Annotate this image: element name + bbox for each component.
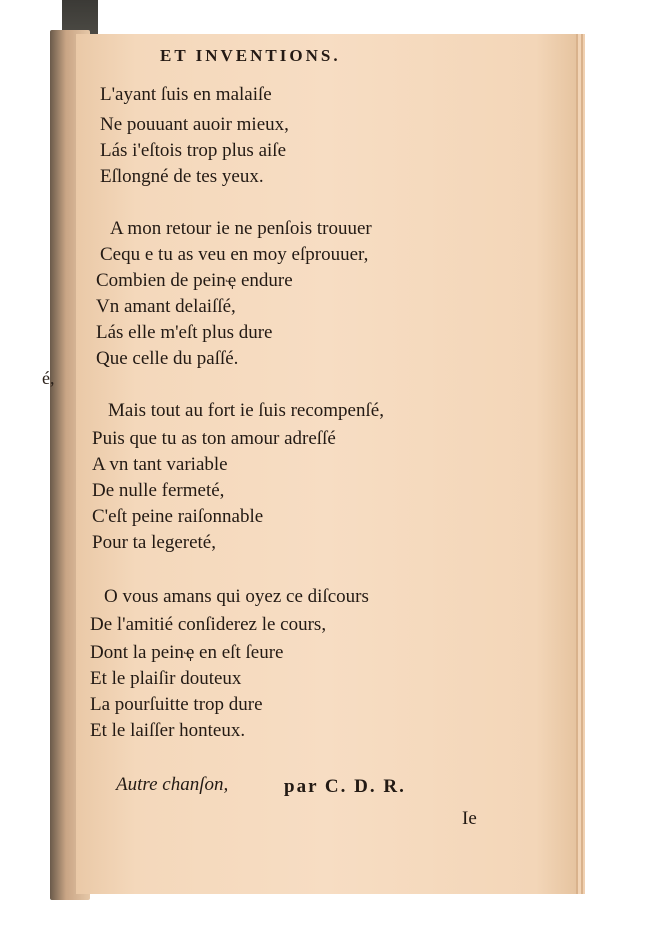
page-stack-edge xyxy=(576,38,584,890)
verse-line: La pourſuitte trop dure xyxy=(90,694,263,715)
verse-line: Et le laiſſer honteux. xyxy=(90,720,246,741)
verse-line: Cequ e tu as veu en moy eſprouuer, xyxy=(100,244,369,265)
next-song-title: Autre chanſon, xyxy=(116,774,229,795)
verse-line: Mais tout au fort ie ſuis recompenſé, xyxy=(108,400,384,421)
verse-line: Pour ta legereté, xyxy=(92,532,216,553)
verse-line: Vn amant delaiſſé, xyxy=(96,296,236,317)
verse-line: O vous amans qui oyez ce diſcours xyxy=(104,586,369,607)
verse-line: Et le plaiſir douteux xyxy=(90,668,242,689)
attribution: par C. D. R. xyxy=(284,776,406,797)
verse-line: Puis que tu as ton amour adreſſé xyxy=(92,428,336,449)
verse-line: Lás i'eſtois trop plus aiſe xyxy=(100,140,287,161)
verse-line: Combien de peinҿ endure xyxy=(96,270,293,291)
facing-page-text-fragment: é, xyxy=(42,368,55,388)
catchword: Ie xyxy=(462,808,477,829)
verse-line: C'eſt peine raiſonnable xyxy=(92,506,264,527)
verse-line: Que celle du paſſé. xyxy=(96,348,239,369)
verse-line: De l'amitié conſiderez le cours, xyxy=(90,614,327,635)
verse-line: Lás elle m'eſt plus dure xyxy=(96,322,273,343)
verse-line: L'ayant ſuis en malaiſe xyxy=(100,84,272,105)
verse-line: Ne pouuant auoir mieux, xyxy=(100,114,289,135)
verse-line: A mon retour ie ne penſois trouuer xyxy=(110,218,372,239)
verse-line: De nulle fermeté, xyxy=(92,480,225,501)
verse-line: Dont la peinҿ en eſt ſeure xyxy=(90,642,284,663)
verse-line: A vn tant variable xyxy=(92,454,228,475)
running-head: ET INVENTIONS. xyxy=(160,46,341,65)
verse-line: Eſlongné de tes yeux. xyxy=(100,166,264,187)
